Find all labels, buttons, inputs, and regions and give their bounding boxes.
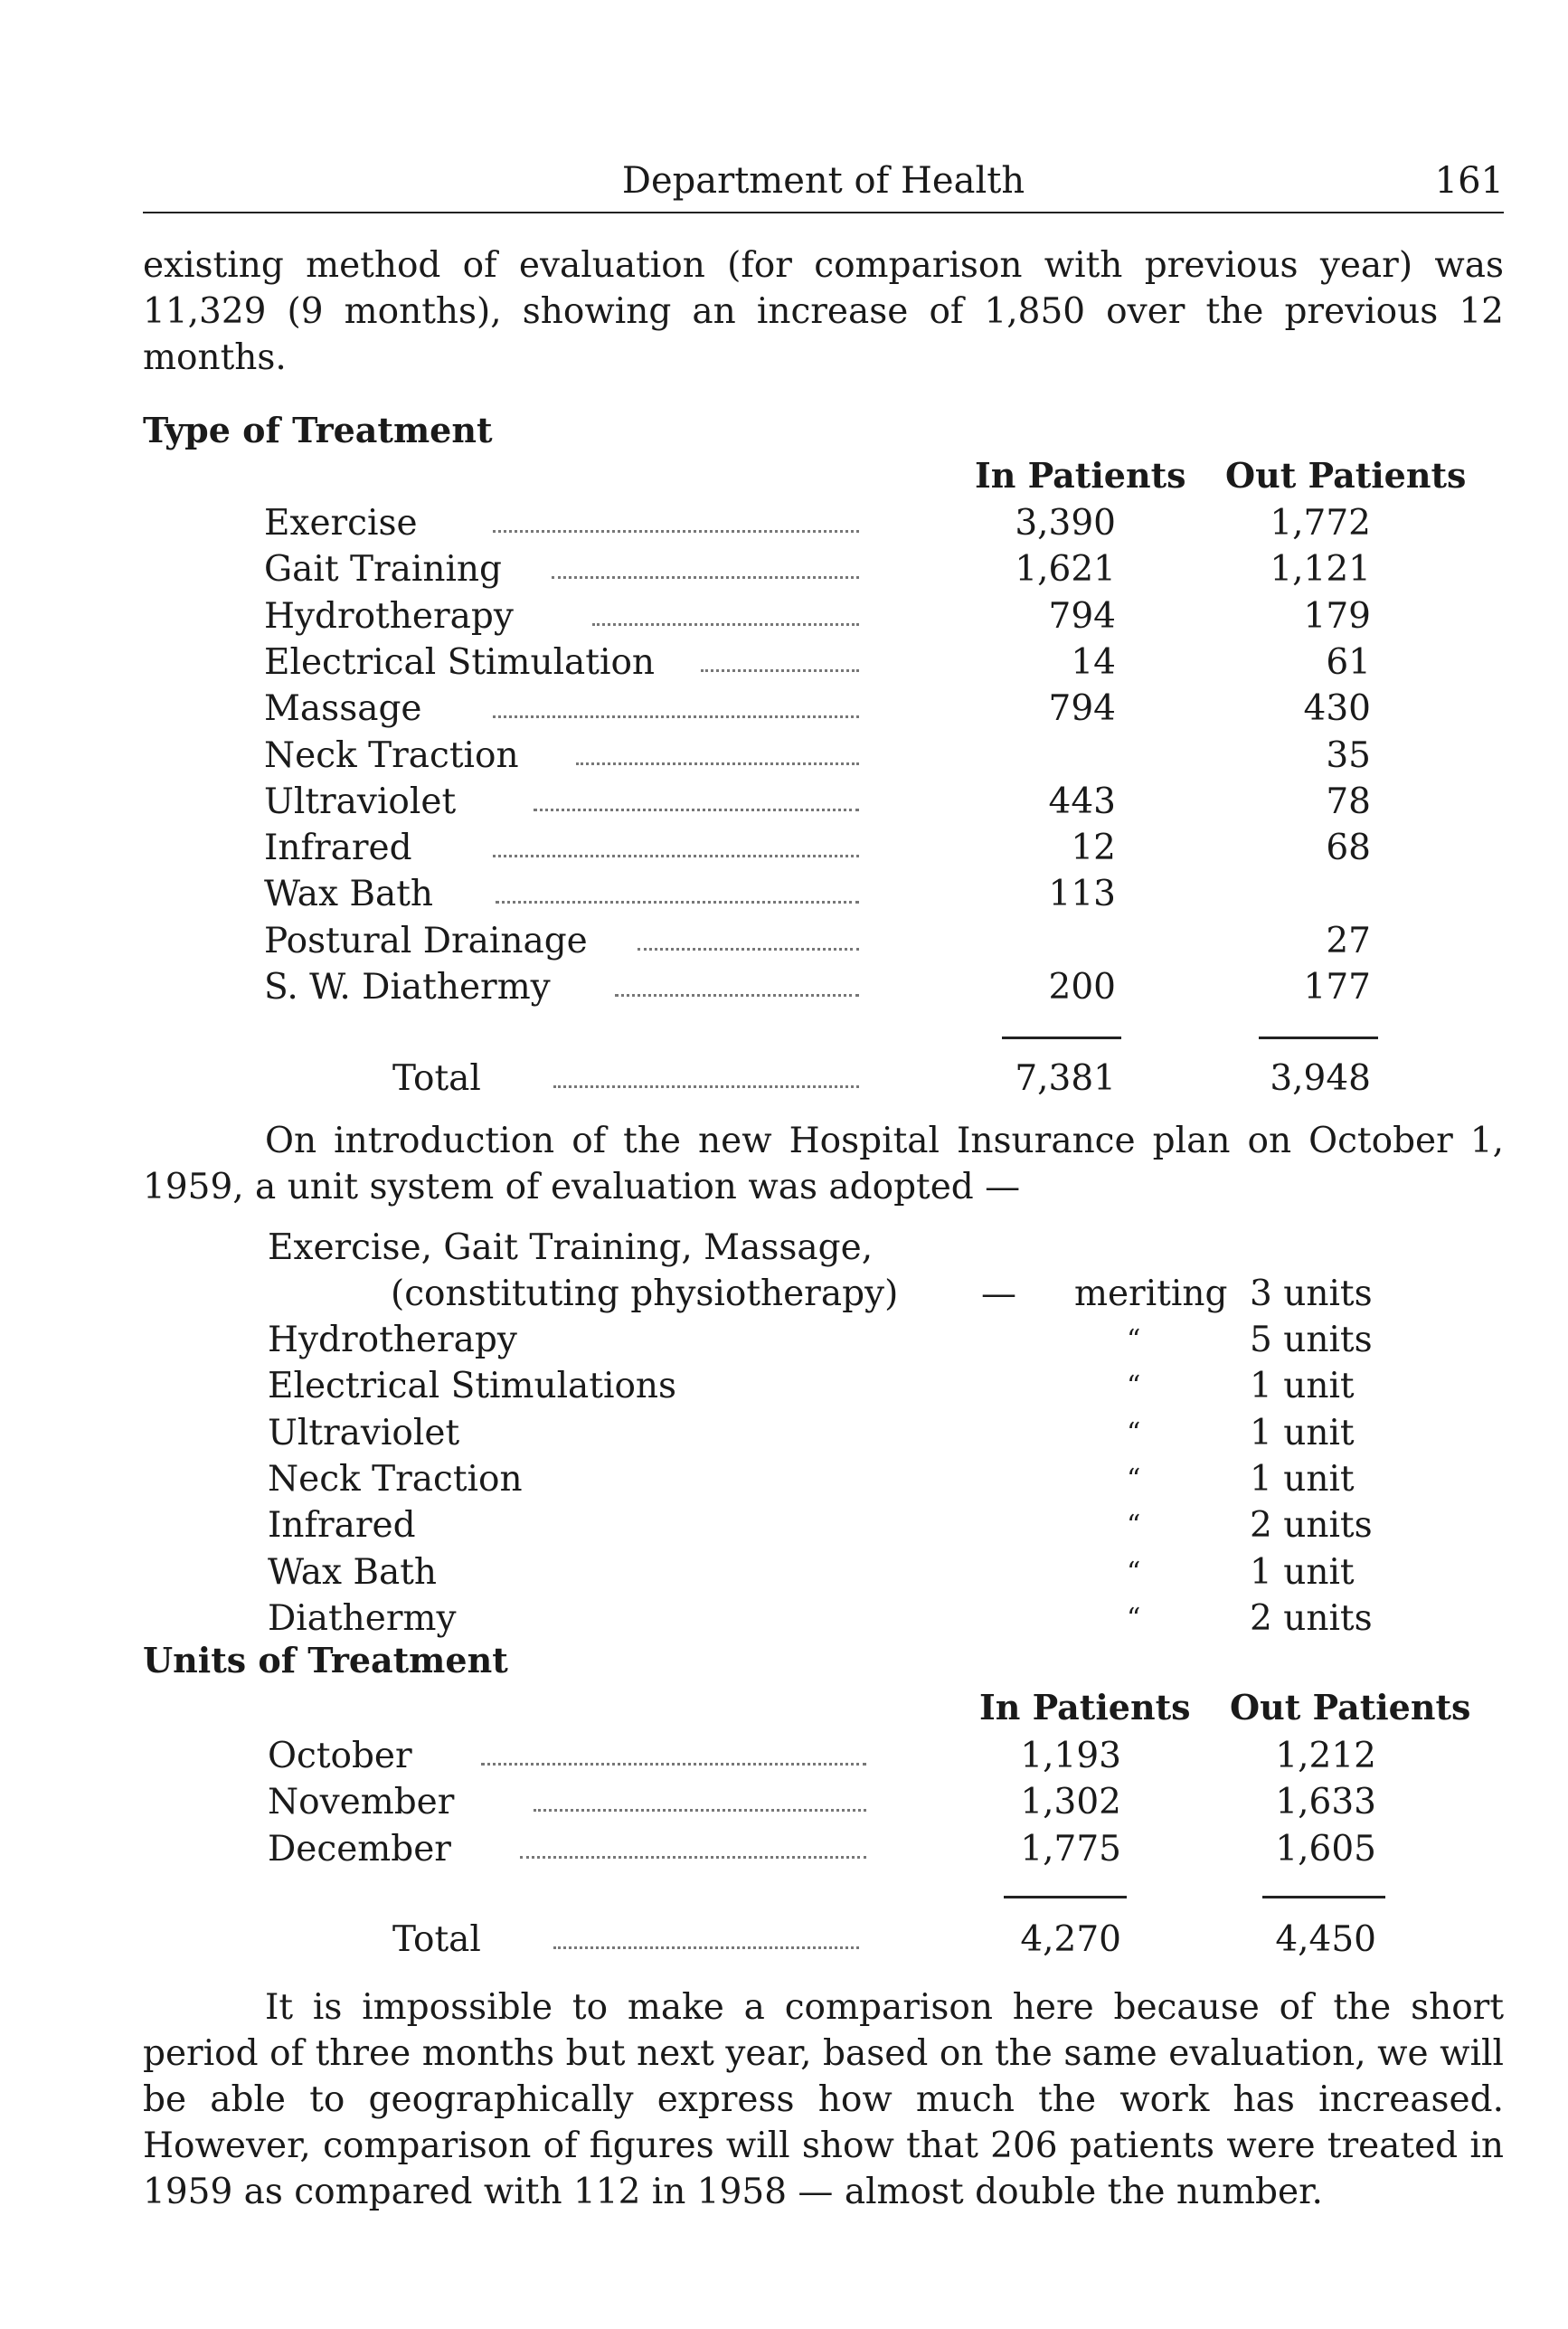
out-patients-value: 1,605	[1275, 1828, 1376, 1870]
ditto-mark: “	[1127, 1416, 1141, 1449]
out-patients-value: 1,633	[1275, 1782, 1376, 1823]
treatment-name: Postural Drainage	[264, 920, 588, 961]
out-patients-value: 61	[1326, 641, 1371, 683]
leader-dots	[592, 623, 859, 626]
unit-value: 1 unit	[1250, 1551, 1355, 1593]
unit-value: 1 unit	[1250, 1366, 1355, 1407]
type-col-out-patients: Out Patients	[1225, 455, 1467, 496]
treatment-name: Ultraviolet	[264, 781, 457, 822]
unit-system-first-line	[0, 1225, 1568, 1271]
ditto-mark: “	[1127, 1602, 1141, 1634]
unit-value: 5 units	[1250, 1320, 1373, 1360]
unit-treatment-name: Wax Bath	[268, 1551, 438, 1593]
treatment-name: Electrical Stimulation	[264, 641, 656, 683]
units-total-in: 4,270	[1020, 1919, 1121, 1960]
in-patients-value: 443	[1048, 781, 1116, 822]
out-patients-value: 1,772	[1270, 503, 1371, 544]
in-patients-value: 1,302	[1020, 1782, 1121, 1823]
units-total-out: 4,450	[1275, 1919, 1376, 1960]
leader-dots	[534, 1809, 866, 1812]
units-total-label: Total	[392, 1919, 481, 1960]
units-col-in-patients: In Patients	[979, 1687, 1191, 1728]
units-out-sum-rule	[1262, 1896, 1385, 1898]
unit-second-line-text: (constituting physiotherapy)	[391, 1273, 899, 1314]
list-item	[0, 1456, 1568, 1502]
ditto-mark: “	[1127, 1463, 1141, 1495]
in-patients-value: 1,621	[1015, 549, 1116, 591]
month-name: October	[268, 1736, 412, 1776]
in-patients-value: 113	[1048, 874, 1116, 915]
list-item	[0, 1363, 1568, 1409]
out-patients-value: 179	[1303, 595, 1371, 637]
unit-value: 1 unit	[1250, 1458, 1355, 1500]
ditto-mark: “	[1127, 1370, 1141, 1403]
leader-dots	[553, 1085, 859, 1088]
leader-dots	[481, 1763, 866, 1766]
unit-value: 2 units	[1250, 1505, 1373, 1547]
units-total-row	[0, 1917, 1568, 1963]
type-out-sum-rule	[1259, 1037, 1378, 1039]
leader-dots	[552, 576, 859, 579]
insurance-paragraph: On introduction of the new Hospital Insurance plan on October 1, 1959, a unit system of evaluation was adopted —	[143, 1121, 1504, 1207]
table-row	[0, 1779, 1568, 1825]
page-number: 161	[1434, 160, 1504, 202]
ditto-mark: “	[1127, 1556, 1141, 1588]
unit-treatment-name: Ultraviolet	[268, 1412, 460, 1453]
in-patients-value: 3,390	[1015, 503, 1116, 544]
table-row	[0, 500, 1568, 546]
table-row	[0, 964, 1568, 1010]
unit-treatment-name: Hydrotherapy	[268, 1320, 517, 1360]
in-patients-value: 794	[1048, 688, 1116, 730]
table-row	[0, 593, 1568, 639]
unit-dash: —	[981, 1273, 1016, 1314]
table-row	[0, 779, 1568, 825]
month-name: November	[268, 1782, 455, 1823]
treatment-name: Gait Training	[264, 549, 503, 591]
leader-dots	[638, 948, 859, 951]
out-patients-value: 68	[1326, 828, 1371, 869]
list-item	[0, 1410, 1568, 1456]
out-patients-value: 1,212	[1275, 1736, 1376, 1776]
leader-dots	[493, 855, 859, 857]
type-total-in: 7,381	[1015, 1058, 1116, 1099]
out-patients-value: 177	[1303, 967, 1371, 1008]
type-total-row	[0, 1056, 1568, 1102]
unit-system-physiotherapy-row	[0, 1271, 1568, 1317]
table-row	[0, 1826, 1568, 1872]
treatment-name: Wax Bath	[264, 874, 434, 915]
in-patients-value: 1,775	[1020, 1828, 1121, 1870]
out-patients-value: 27	[1326, 920, 1371, 961]
treatment-name: Massage	[264, 688, 422, 730]
table-row	[0, 639, 1568, 686]
list-item	[0, 1502, 1568, 1548]
leader-dots	[534, 809, 859, 811]
treatment-name: S. W. Diathermy	[264, 967, 551, 1008]
closing-paragraph: It is impossible to make a comparison here because of the short period of three months but next year, based on the same evaluation, we will be able to geographically express how much the work has increased. However, comparison of figures will show that 206 patients were treated in 1959 as compared with 112 in 1958 — almost double the number.	[143, 1987, 1504, 2212]
type-total-out: 3,948	[1270, 1058, 1371, 1099]
table-row	[0, 686, 1568, 732]
out-patients-value: 35	[1326, 734, 1371, 776]
type-total-label: Total	[392, 1058, 481, 1099]
table-row	[0, 546, 1568, 592]
unit-first-value: 3 units	[1250, 1273, 1373, 1314]
leader-dots	[576, 762, 859, 765]
units-of-treatment-heading: Units of Treatment	[143, 1640, 508, 1680]
table-row	[0, 918, 1568, 964]
list-item	[0, 1549, 1568, 1595]
in-patients-value: 12	[1071, 828, 1116, 869]
unit-verb: meriting	[1074, 1273, 1228, 1314]
list-item	[0, 1595, 1568, 1642]
leader-dots	[615, 994, 859, 997]
intro-paragraph: existing method of evaluation (for comparison with previous year) was 11,329 (9 months), showing an increase of 1,850 over the previous 12 months.	[143, 245, 1504, 378]
table-row	[0, 871, 1568, 917]
treatment-name: Hydrotherapy	[264, 595, 514, 637]
unit-treatment-name: Infrared	[268, 1505, 416, 1547]
leader-dots	[520, 1856, 866, 1859]
type-in-sum-rule	[1002, 1037, 1121, 1039]
ditto-mark: “	[1127, 1510, 1141, 1542]
in-patients-value: 1,193	[1020, 1736, 1121, 1776]
treatment-name: Neck Traction	[264, 734, 519, 776]
in-patients-value: 14	[1071, 641, 1116, 683]
leader-dots	[493, 715, 859, 718]
unit-treatment-name: Diathermy	[268, 1597, 457, 1639]
unit-first-line-text: Exercise, Gait Training, Massage,	[268, 1227, 874, 1268]
treatment-name: Infrared	[264, 828, 412, 869]
unit-treatment-name: Neck Traction	[268, 1458, 523, 1500]
unit-value: 1 unit	[1250, 1412, 1355, 1453]
table-row	[0, 825, 1568, 871]
unit-treatment-name: Electrical Stimulations	[268, 1366, 677, 1407]
out-patients-value: 430	[1303, 688, 1371, 730]
out-patients-value: 78	[1326, 781, 1371, 822]
treatment-name: Exercise	[264, 503, 418, 544]
out-patients-value: 1,121	[1270, 549, 1371, 591]
in-patients-value: 794	[1048, 595, 1116, 637]
unit-value: 2 units	[1250, 1597, 1373, 1639]
leader-dots	[553, 1946, 859, 1949]
leader-dots	[701, 669, 859, 672]
table-row	[0, 733, 1568, 779]
units-in-sum-rule	[1004, 1896, 1127, 1898]
month-name: December	[268, 1828, 451, 1870]
list-item	[0, 1317, 1568, 1363]
page-header	[143, 154, 1504, 213]
type-col-in-patients: In Patients	[975, 455, 1186, 496]
ditto-mark: “	[1127, 1324, 1141, 1356]
table-row	[0, 1733, 1568, 1779]
in-patients-value: 200	[1048, 967, 1116, 1008]
leader-dots	[496, 901, 859, 904]
type-of-treatment-heading: Type of Treatment	[143, 410, 493, 450]
leader-dots	[493, 530, 859, 533]
running-title: Department of Health	[621, 160, 1025, 202]
units-col-out-patients: Out Patients	[1230, 1687, 1471, 1728]
